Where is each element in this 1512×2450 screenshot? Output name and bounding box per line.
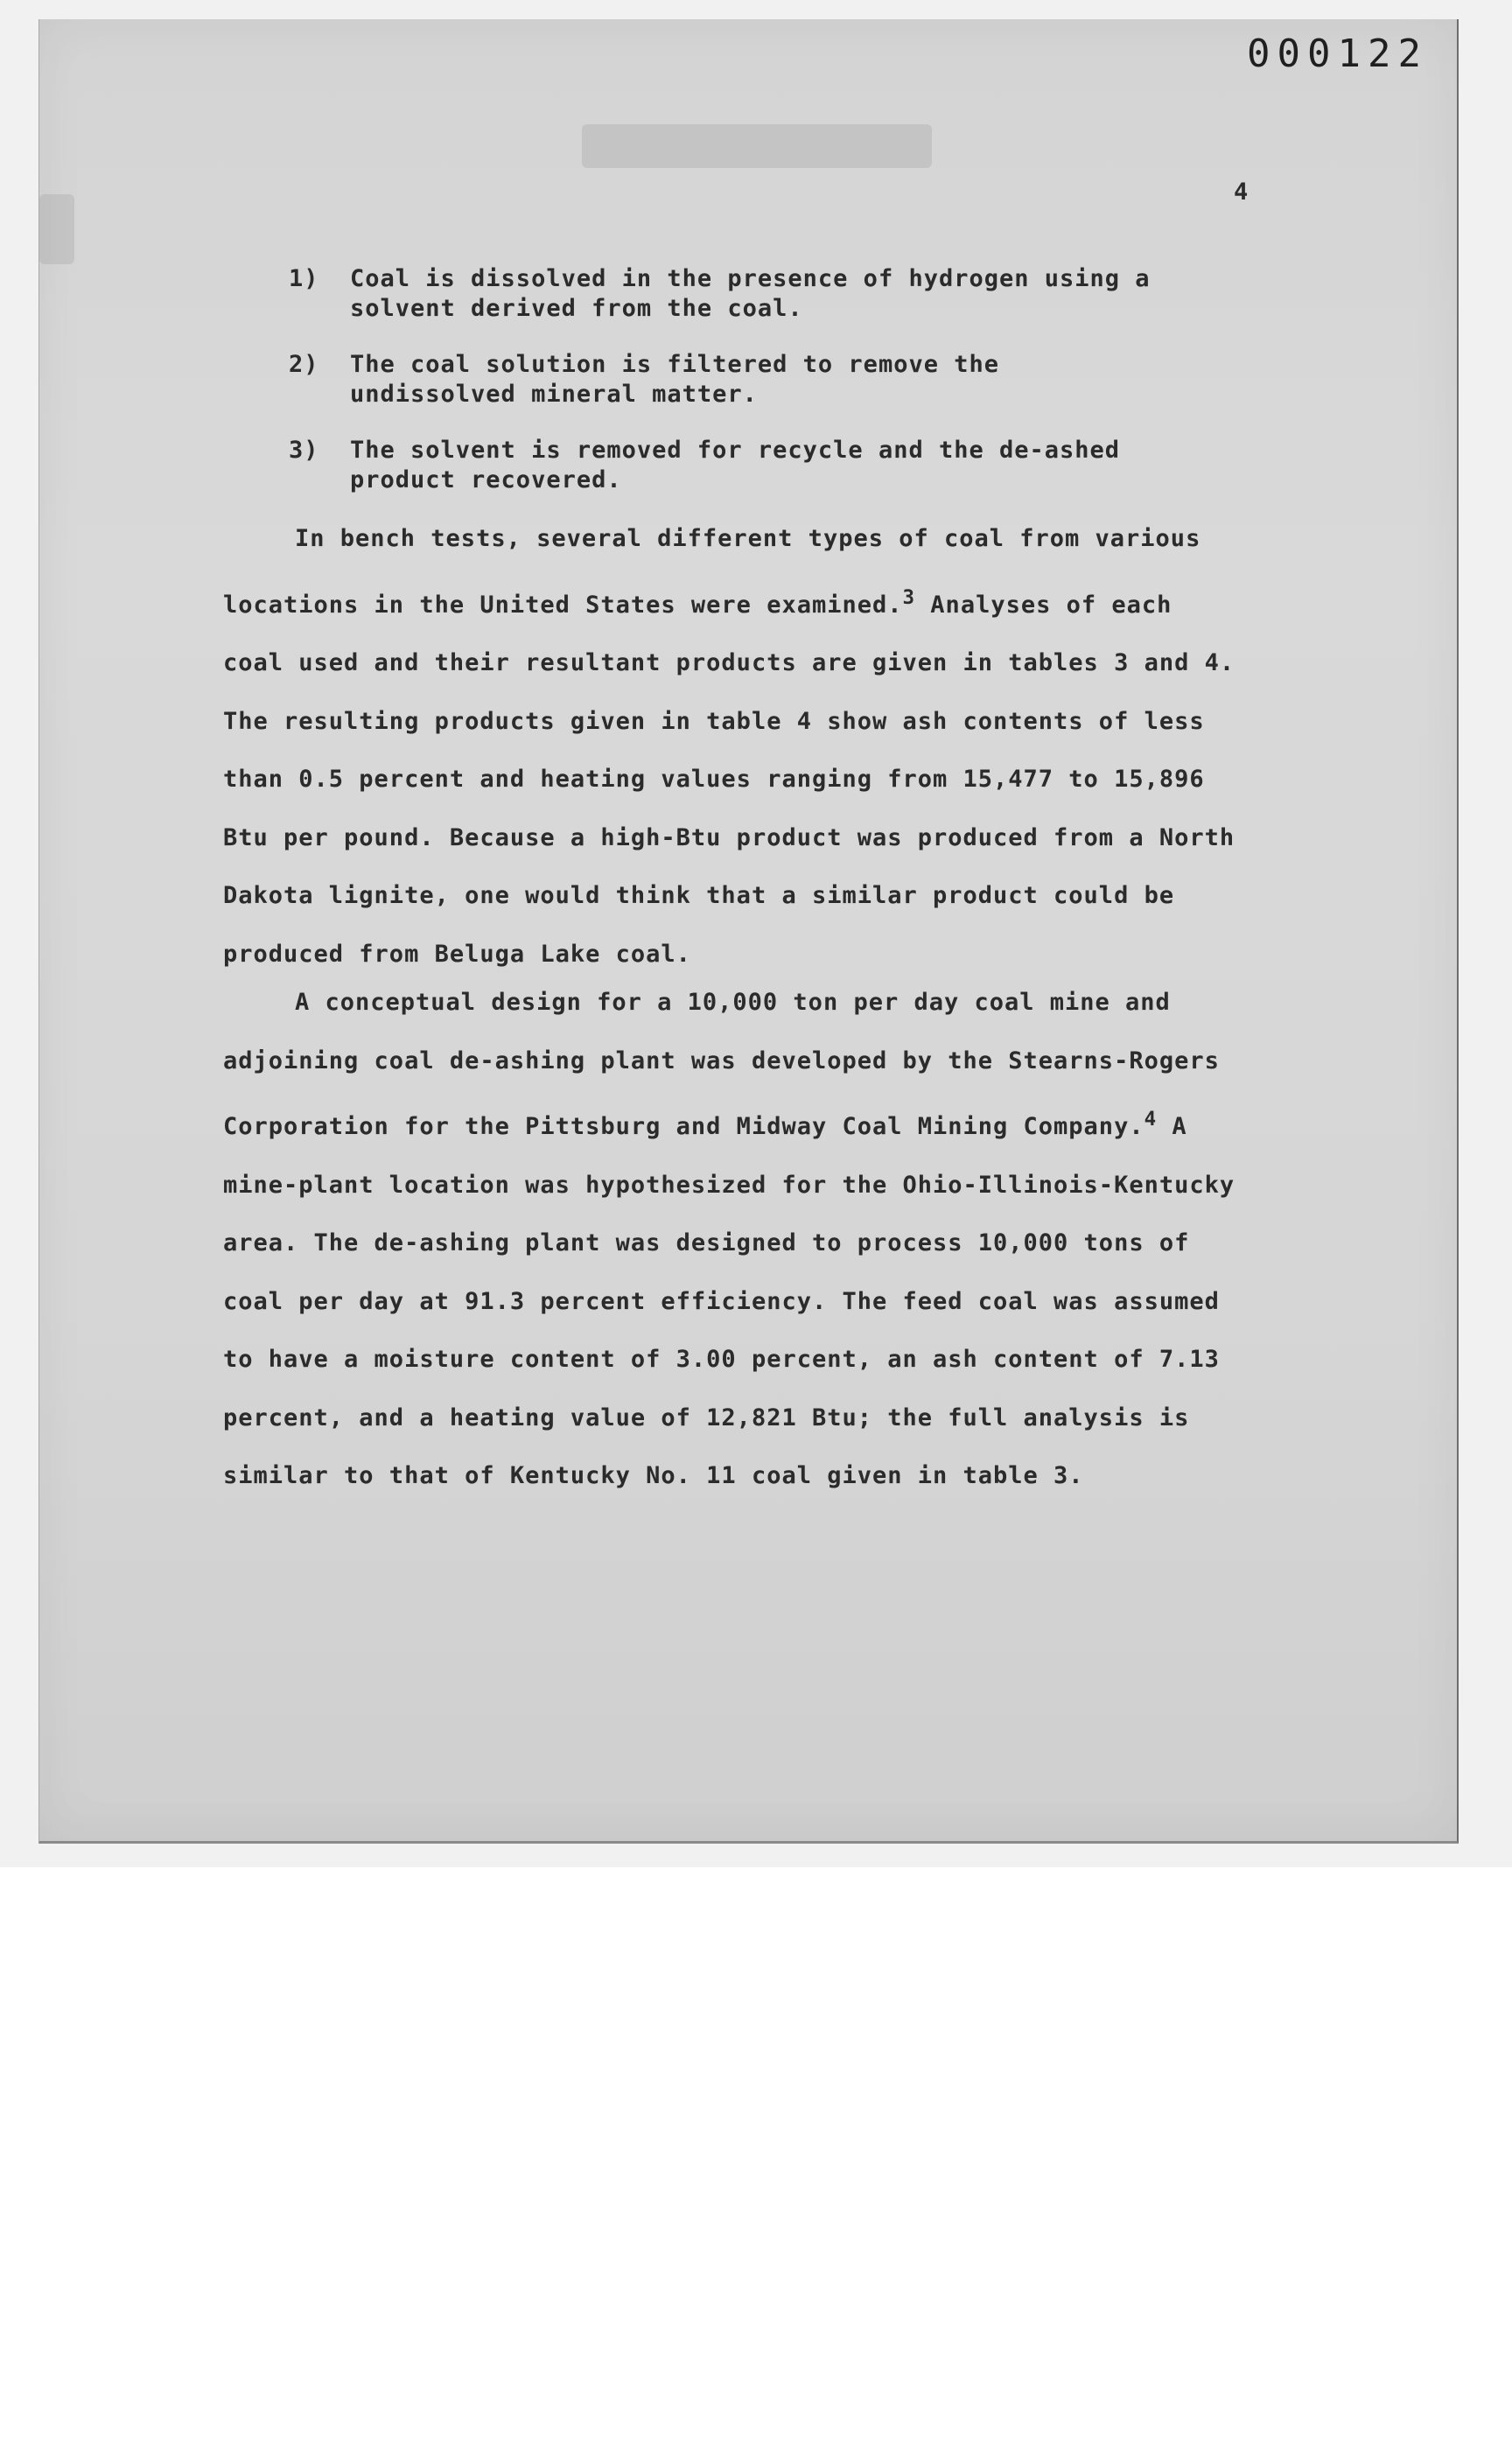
document-stamp-number: 000122 (1247, 32, 1428, 76)
list-item (289, 264, 1251, 324)
process-steps-list (289, 264, 1251, 522)
smudge-mark (39, 194, 74, 264)
list-item-text: The coal solution is filtered to remove the undissolved mineral matter. (350, 351, 999, 408)
list-item-text: The solvent is removed for recycle and the de-ashed product recovered. (350, 437, 1121, 494)
reference-superscript: 3 (902, 585, 916, 609)
smudge-mark (582, 124, 932, 168)
paragraph-text: A mine-plant location was hypothesized for the Ohio-Illinois-Kentucky area. The de-ashing plant was designed to process 10,000 tons of coal per day at 91.3 percent efficiency. The feed coal was assumed to have a moisture content of 3.00 percent, an ash content of 7.13 percent, and a heating value of 12,821 Btu; the full analysis is similar to that of Kentucky No. 11 coal given in table 3. (223, 1113, 1236, 1489)
list-item (289, 350, 1251, 410)
paragraph-conceptual-design (223, 974, 1238, 1506)
list-item (289, 436, 1251, 495)
list-item-number: 3) (289, 437, 319, 464)
list-item-number: 1) (289, 265, 319, 292)
paragraph-text: In bench tests, several different types of coal from various locations in the United States were examined. (223, 525, 1201, 619)
paragraph-text: A conceptual design for a 10,000 ton per day coal mine and adjoining coal de-ashing plant was developed by the Stearns-Rogers Corporation for the Pittsburg and Midway Coal Mining Company. (223, 989, 1220, 1140)
list-item-number: 2) (289, 351, 319, 378)
paragraph-text: Analyses of each coal used and their resultant products are given in tables 3 and 4. The resulting products given in table 4 show ash contents of less than 0.5 percent and heating values ranging from 15,477 to 15,896 Btu per pound. Because a high-Btu product was produced from a North Dakota lignite, one would think that a similar product could be produced from Beluga Lake coal. (223, 591, 1236, 968)
list-item-text: Coal is dissolved in the presence of hydrogen using a solvent derived from the coal. (350, 265, 1151, 322)
paragraph-bench-tests (223, 510, 1238, 984)
page-number: 4 (1234, 178, 1250, 206)
reference-superscript: 4 (1144, 1108, 1158, 1130)
